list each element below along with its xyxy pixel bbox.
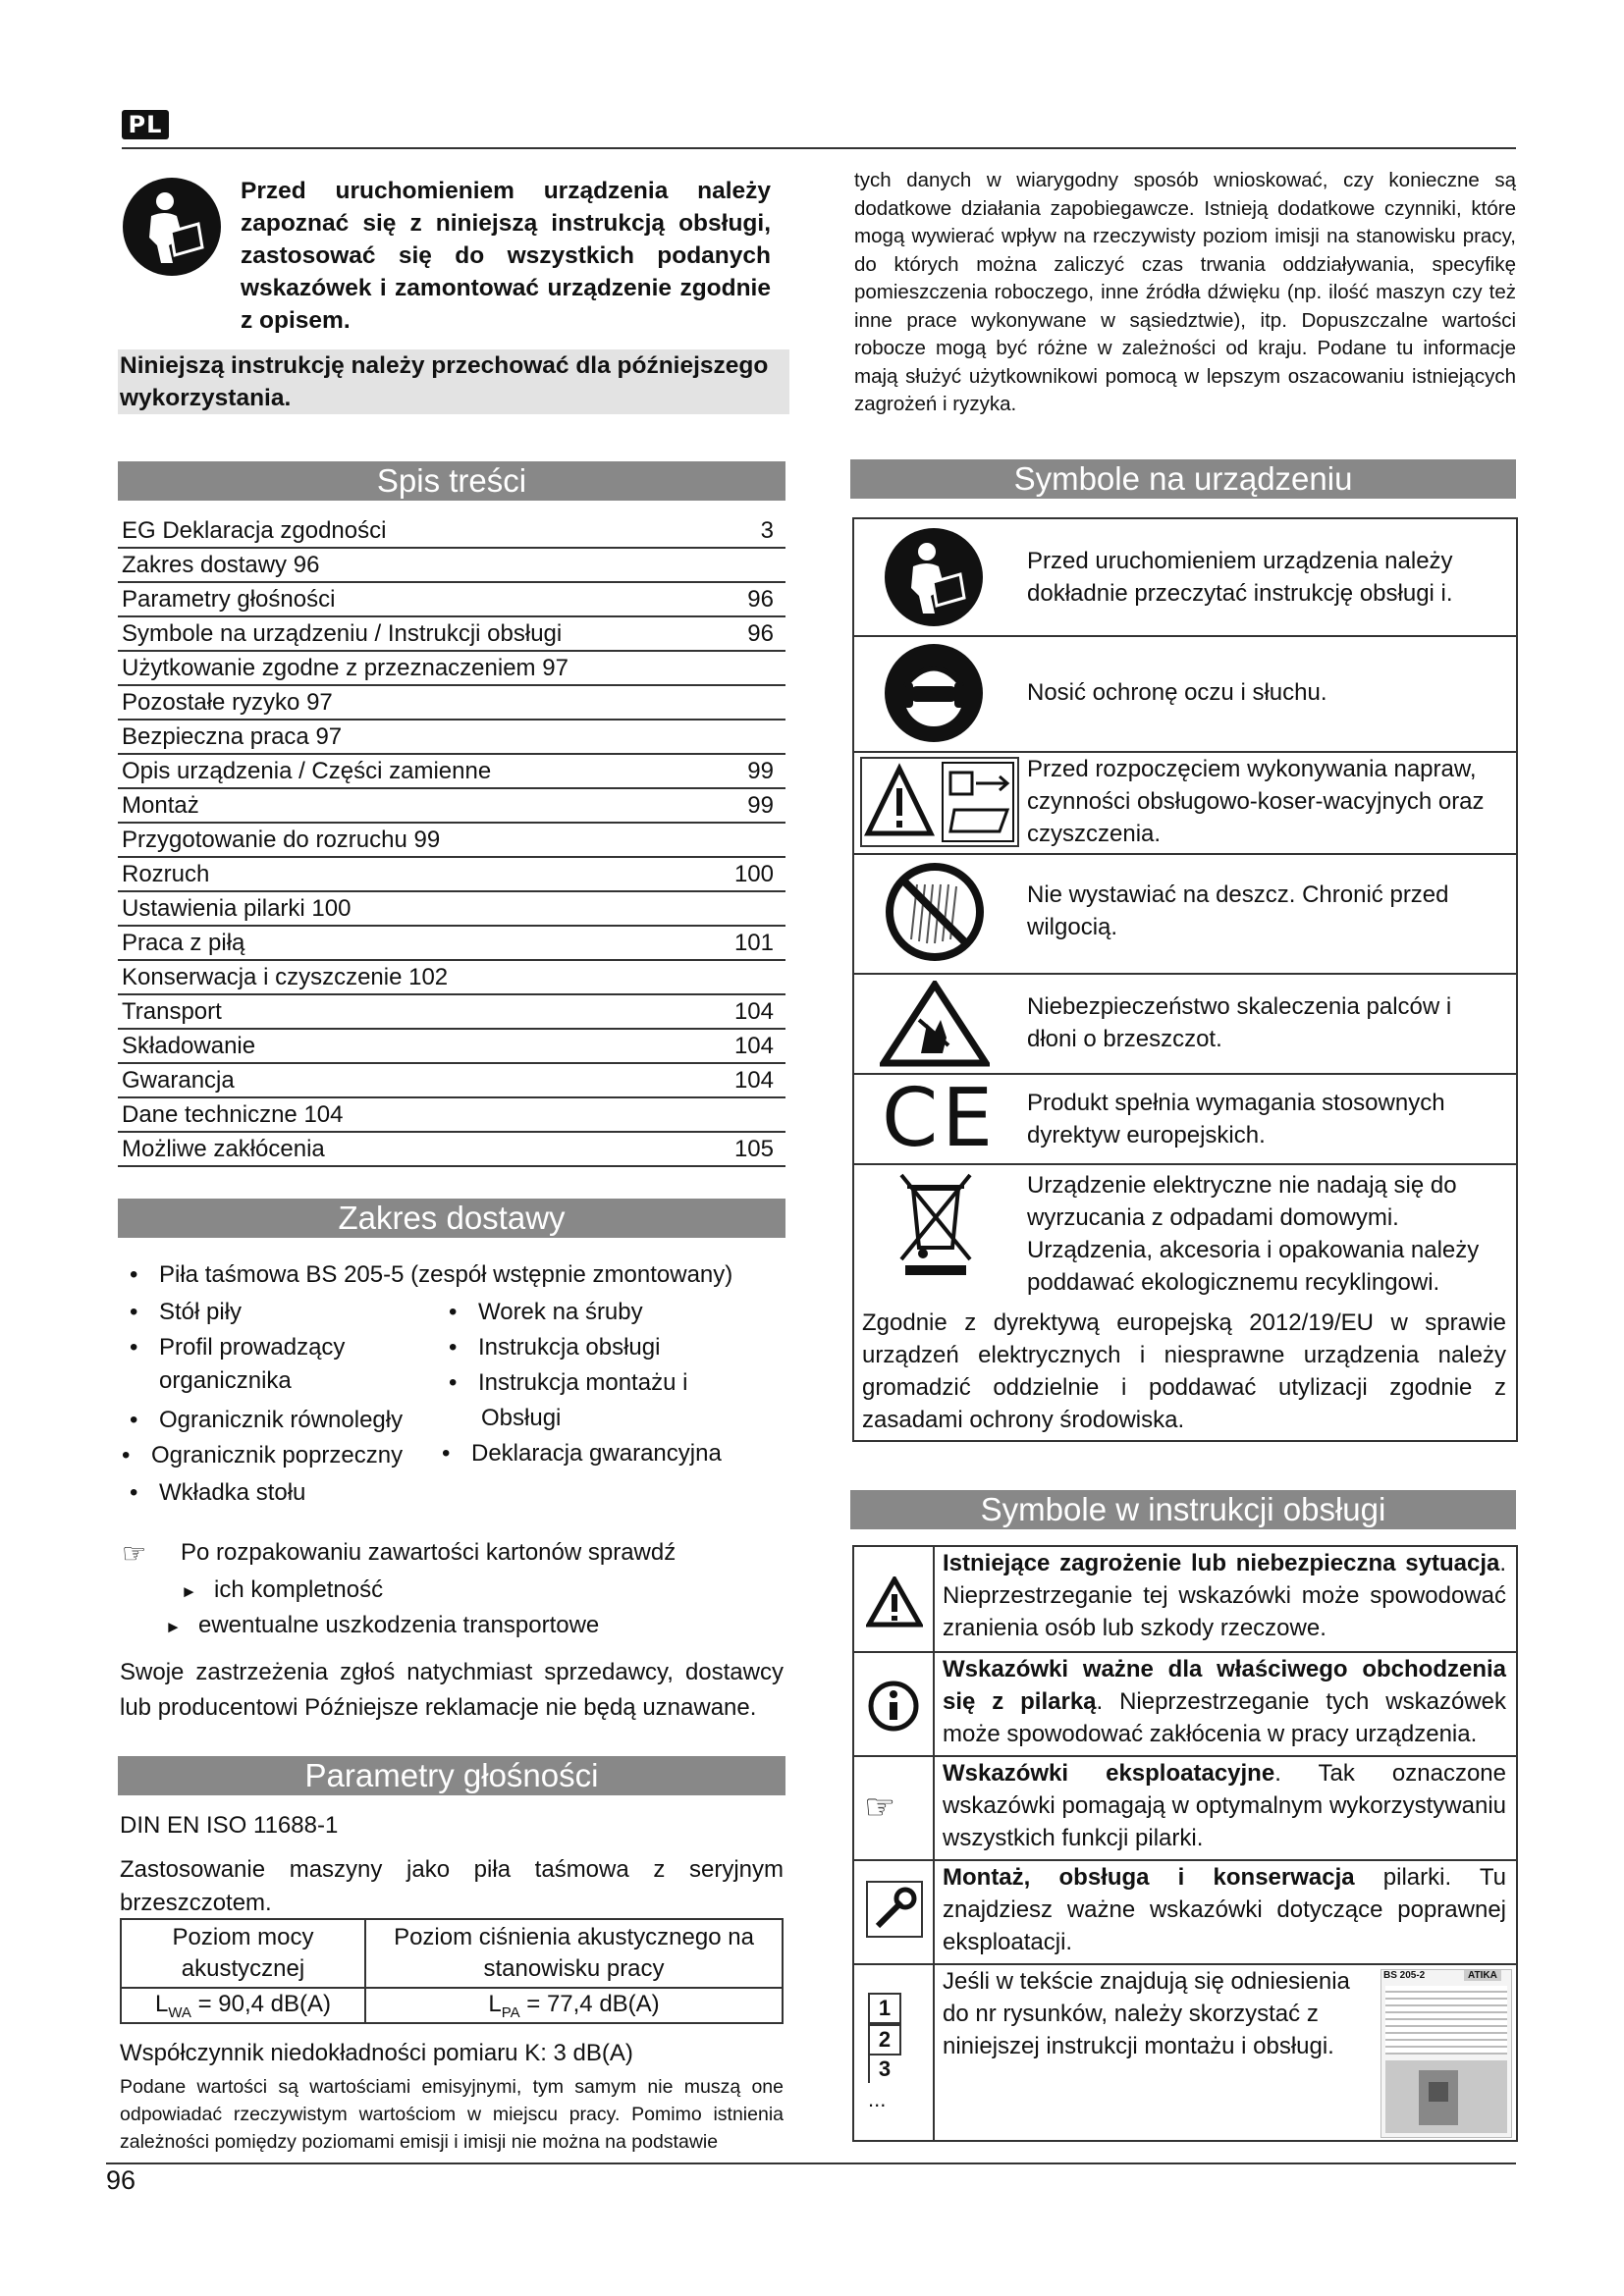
no-rain-icon bbox=[884, 861, 986, 968]
toc-label: Pozostałe ryzyko 97 bbox=[122, 689, 333, 716]
noise-col2-head: Poziom ciśnienia akustycznego na stanowisku pracy bbox=[365, 1919, 783, 1988]
toc-page: 96 bbox=[747, 620, 774, 647]
toc-label: Rozruch bbox=[122, 861, 210, 887]
toc-page: 99 bbox=[747, 758, 774, 784]
delivery-item: • Piła taśmowa BS 205-5 (zespół wstępnie zmontowany) bbox=[159, 1256, 732, 1294]
toc-label: Parametry głośności bbox=[122, 586, 336, 613]
delivery-item: • Stół piły bbox=[159, 1294, 242, 1331]
delivery-item: • Deklaracja gwarancyjna bbox=[471, 1435, 722, 1472]
figure-number: 1 bbox=[868, 1993, 901, 2024]
toc-page: 100 bbox=[733, 861, 774, 887]
language-badge: PL bbox=[122, 110, 169, 139]
toc-row bbox=[118, 789, 785, 824]
toc-label: Transport bbox=[122, 998, 222, 1025]
toc-label: Zakres dostawy 96 bbox=[122, 552, 320, 578]
read-manual-icon bbox=[122, 177, 222, 277]
toc-row bbox=[118, 1030, 785, 1064]
intro-warning: Przed uruchomieniem urządzenia należy zapoznać się z niniejszą instrukcją obsługi, zastosować się do wszystkich podanych wskazówek i zamontować urządzenie zgodnie z opisem. bbox=[241, 178, 771, 334]
toc-page: 3 bbox=[760, 517, 774, 544]
toc-row bbox=[118, 617, 785, 652]
check-instruction: Po rozpakowaniu zawartości kartonów sprawdź bbox=[181, 1539, 677, 1566]
toc-page bbox=[774, 1098, 782, 1131]
noise-table bbox=[120, 1918, 784, 2024]
delivery-item-cont: Obsługi bbox=[481, 1405, 562, 1431]
toc-label: Ustawienia pilarki 100 bbox=[122, 895, 352, 922]
device-symbols-table bbox=[852, 517, 1518, 1442]
noise-standard: DIN EN ISO 11688-1 bbox=[120, 1812, 339, 1839]
toc-row bbox=[118, 858, 785, 892]
wrench-icon bbox=[866, 1881, 923, 1938]
delivery-item: • Wkładka stołu bbox=[159, 1474, 305, 1512]
toc-label: Montaż bbox=[122, 792, 199, 819]
manual-symbol-text: Istniejące zagrożenie lub niebezpieczna sytuacja. Nieprzestrzeganie tej wskazówki może spowodować zranienia osób lub szkody rzeczowe. bbox=[943, 1550, 1506, 1641]
toc-page: 104 bbox=[733, 1067, 774, 1094]
keep-manual-note: Niniejszą instrukcję należy przechować dla późniejszego wykorzystania. bbox=[118, 349, 789, 414]
hand-cut-warning-icon bbox=[880, 981, 990, 1072]
toc-list bbox=[118, 514, 785, 1167]
symbol-text: Nie wystawiać na deszcz. Chronić przed wilgocią. bbox=[1027, 881, 1449, 940]
right-intro-text: tych danych w wiarygodny sposób wnioskować, czy konieczne są dodatkowe działania zapobiegawcze. Istnieją dodatkowe czynniki, które mogą wywierać wpływ na rzeczywisty poziom imisji na stanowisku pracy, do których można zaliczyć czas trwania oddziaływania, specyfikę pomieszczenia roboczego, inne źródła dźwięku (np. ilość maszyn czy też inne prace wykonywane w sąsiedztwie), itp. Dopuszczalne wartości robocze mogą być różne w zależności od kraju. Podane tu informacje mają służyć użytkownikowi pomocą w lepszym oszacowaniu istniejących zagrożeń i ryzyka. bbox=[854, 169, 1516, 415]
toc-label: Dane techniczne 104 bbox=[122, 1101, 344, 1128]
symbol-text: Produkt spełnia wymagania stosownych dyrektyw europejskich. bbox=[1027, 1090, 1445, 1148]
toc-row bbox=[118, 549, 785, 583]
delivery-item: • Worek na śruby bbox=[478, 1294, 643, 1331]
info-icon bbox=[868, 1681, 919, 1736]
check-item: ► ewentualne uszkodzenia transportowe bbox=[198, 1612, 599, 1639]
toc-label: Składowanie bbox=[122, 1033, 256, 1059]
toc-page bbox=[774, 652, 782, 684]
thumb-model: BS 205-2 bbox=[1383, 1970, 1426, 1981]
toc-page: 104 bbox=[733, 998, 774, 1025]
check-item: ► ich kompletność bbox=[214, 1576, 383, 1604]
delivery-item-cont: organicznika bbox=[159, 1367, 292, 1394]
toc-row bbox=[118, 721, 785, 755]
toc-page: 99 bbox=[747, 792, 774, 819]
weee-bin-icon bbox=[893, 1169, 978, 1282]
manual-thumbnail bbox=[1380, 1969, 1512, 2138]
toc-page bbox=[774, 721, 782, 753]
toc-label: Bezpieczna praca 97 bbox=[122, 723, 343, 750]
lwa-value: $L_{WA} = 90,4$ dB(A) bbox=[121, 1988, 365, 2023]
toc-page: 101 bbox=[733, 930, 774, 956]
lpa-value: $L_{PA} = 77,4$ dB(A) bbox=[365, 1988, 783, 2023]
device-symbols-heading: Symbole na urządzeniu bbox=[850, 459, 1516, 499]
toc-row bbox=[118, 1098, 785, 1133]
toc-label: Konserwacja i czyszczenie 102 bbox=[122, 964, 449, 990]
toc-label: Możliwe zakłócenia bbox=[122, 1136, 325, 1162]
symbol-text: Urządzenie elektryczne nie nadają się do wyrzucania z odpadami domowymi. Urządzenia, akcesoria i opakowania należy poddawać ekologicznemu recyklingowi. bbox=[1027, 1172, 1480, 1296]
toc-page bbox=[774, 686, 782, 719]
noise-usage: Zastosowanie maszyny jako piła taśmowa z seryjnym brzeszczotem. bbox=[120, 1856, 784, 1916]
toc-row bbox=[118, 686, 785, 721]
page-number: 96 bbox=[106, 2165, 136, 2195]
toc-page bbox=[774, 892, 782, 925]
delivery-item: • Ogranicznik poprzeczny bbox=[151, 1437, 403, 1474]
unplug-warning-icon bbox=[860, 757, 1019, 847]
top-rule bbox=[122, 147, 1516, 149]
bottom-rule bbox=[106, 2163, 1516, 2164]
toc-page bbox=[774, 549, 782, 581]
toc-label: Symbole na urządzeniu / Instrukcji obsługi bbox=[122, 620, 563, 647]
toc-row bbox=[118, 892, 785, 927]
toc-row bbox=[118, 927, 785, 961]
pointing-hand-icon: ☞ bbox=[864, 1787, 896, 1827]
toc-row bbox=[118, 755, 785, 789]
manual-symbol-text: Wskazówki ważne dla właściwego obchodzenia się z pilarką. Nieprzestrzeganie tych wskazówek może spowodować zakłócenia w pracy urządzenia. bbox=[943, 1656, 1506, 1747]
noise-col1-head: Poziom mocy akustycznej bbox=[121, 1919, 365, 1988]
toc-row bbox=[118, 824, 785, 858]
toc-page bbox=[774, 961, 782, 993]
symbol-text: Przed uruchomieniem urządzenia należy dokładnie przeczytać instrukcję obsługi i. bbox=[1027, 548, 1453, 607]
toc-heading: Spis treści bbox=[118, 461, 785, 501]
manual-symbols-heading: Symbole w instrukcji obsługi bbox=[850, 1490, 1516, 1529]
symbol-text: Nosić ochronę oczu i słuchu. bbox=[1027, 679, 1327, 706]
ce-mark-icon: CE bbox=[882, 1072, 998, 1165]
thumb-brand: ATIKA bbox=[1464, 1970, 1501, 1981]
noise-heading: Parametry głośności bbox=[118, 1756, 785, 1795]
toc-label: Gwarancja bbox=[122, 1067, 235, 1094]
toc-row bbox=[118, 652, 785, 686]
pointing-hand-icon: ☞ bbox=[122, 1538, 147, 1569]
symbol-text: Przed rozpoczęciem wykonywania napraw, czynności obsługowo-koser-wacyjnych oraz czyszczenia. bbox=[1027, 756, 1485, 847]
toc-page bbox=[774, 824, 782, 856]
toc-row bbox=[118, 514, 785, 549]
figure-number: 3 bbox=[868, 2056, 899, 2083]
delivery-heading: Zakres dostawy bbox=[118, 1199, 785, 1238]
figure-ref-text: Jeśli w tekście znajdują się odniesienia do nr rysunków, należy skorzystać z niniejszej instrukcji montażu i obsługi. bbox=[943, 1968, 1350, 2059]
delivery-item: • Instrukcja obsługi bbox=[478, 1329, 660, 1366]
weee-note: Zgodnie z dyrektywą europejską 2012/19/EU w sprawie urządzeń elektrycznych i niesprawne urządzenia należy gromadzić oddzielnie i poddawać utylizacji zgodnie z zasadami ochrony środowiska. bbox=[862, 1309, 1506, 1433]
toc-row bbox=[118, 583, 785, 617]
warning-triangle-icon bbox=[866, 1576, 923, 1632]
delivery-item: • Profil prowadzący bbox=[159, 1329, 345, 1366]
manual-symbols-table bbox=[852, 1545, 1518, 2142]
symbol-text: Niebezpieczeństwo skaleczenia palców i dłoni o brzeszczot. bbox=[1027, 993, 1452, 1052]
toc-page: 105 bbox=[733, 1136, 774, 1162]
toc-page: 104 bbox=[733, 1033, 774, 1059]
toc-label: Opis urządzenia / Części zamienne bbox=[122, 758, 492, 784]
toc-row bbox=[118, 995, 785, 1030]
delivery-item: • Ogranicznik równoległy bbox=[159, 1402, 403, 1439]
toc-row bbox=[118, 961, 785, 995]
eye-ear-protection-icon bbox=[884, 643, 984, 748]
complaint-text: Swoje zastrzeżenia zgłoś natychmiast sprzedawcy, dostawcy lub producentowi Późniejsze reklamacje nie będą uznawane. bbox=[120, 1659, 784, 1721]
manual-symbol-text: Montaż, obsługa i konserwacja pilarki. Tu znajdziesz ważne wskazówki dotyczące poprawnej eksploatacji. bbox=[943, 1864, 1506, 1955]
noise-uncertainty: Współczynnik niedokładności pomiaru K: 3 dB(A) bbox=[120, 2040, 633, 2066]
read-manual-icon bbox=[884, 527, 984, 632]
toc-label: Praca z piłą bbox=[122, 930, 245, 956]
delivery-item: • Instrukcja montażu i bbox=[478, 1364, 687, 1402]
toc-label: Przygotowanie do rozruchu 99 bbox=[122, 827, 441, 853]
manual-symbol-text: Wskazówki eksploatacyjne. Tak oznaczone wskazówki pomagają w optymalnym wykorzystywaniu wszystkich funkcji pilarki. bbox=[943, 1760, 1506, 1851]
figure-number: ... bbox=[868, 2087, 887, 2111]
toc-label: Użytkowanie zgodne z przeznaczeniem 97 bbox=[122, 655, 568, 681]
figure-number: 2 bbox=[868, 2024, 901, 2056]
toc-page: 96 bbox=[747, 586, 774, 613]
toc-label: EG Deklaracja zgodności bbox=[122, 517, 387, 544]
toc-row bbox=[118, 1133, 785, 1167]
toc-row bbox=[118, 1064, 785, 1098]
noise-note: Podane wartości są wartościami emisyjnymi, tym samym nie muszą one odpowiadać rzeczywistym wartościom w miejscu pracy. Pomimo istnienia zależności pomiędzy poziomami emisji i imisji nie można na podstawie bbox=[120, 2076, 784, 2153]
